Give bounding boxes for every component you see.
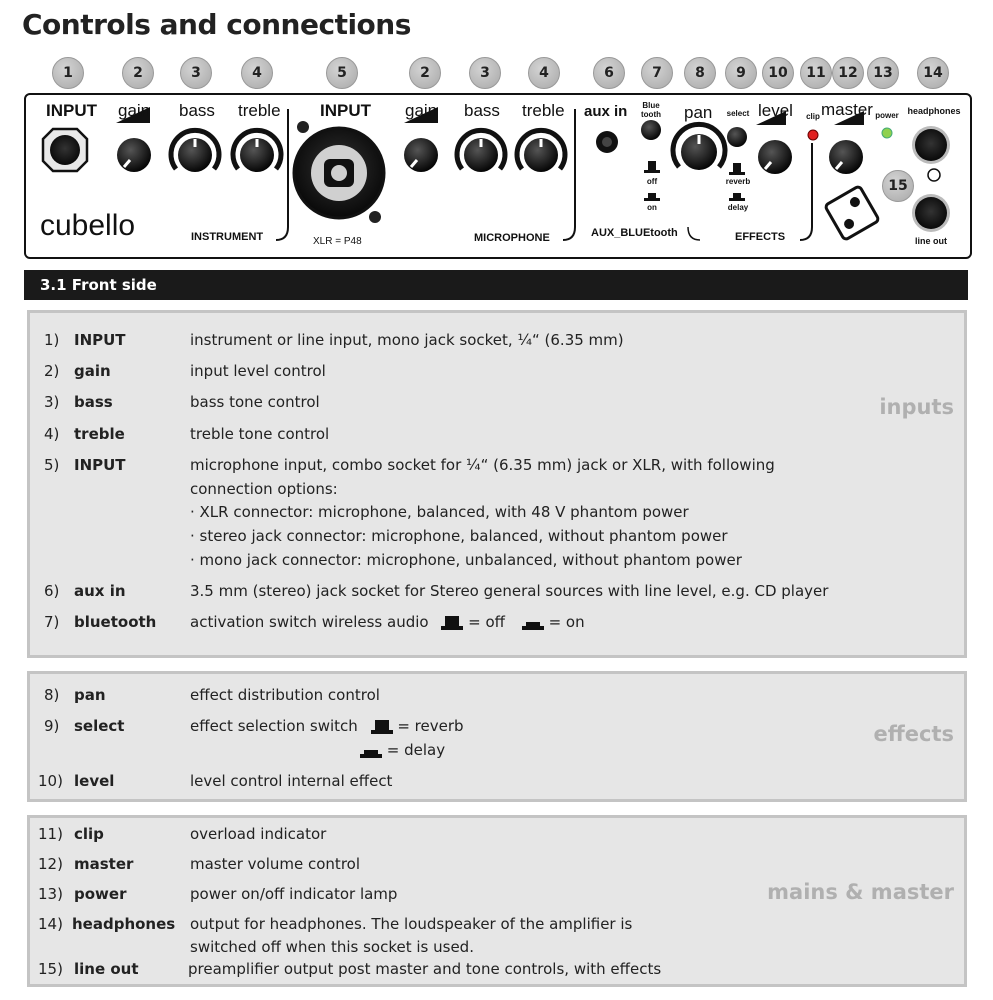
label-bass-mic: bass <box>464 101 500 120</box>
select-button <box>727 127 747 147</box>
bluetooth-button <box>641 120 661 140</box>
label-headphones: headphones <box>907 106 961 116</box>
group-aux-bluetooth: AUX_BLUEtooth <box>591 227 678 239</box>
inputs-box: 1) INPUT instrument or line input, mono jack socket, ¼“ (6.35 mm) 2) gain input level control 3) bass bass tone control 4) treble treble tone control 5) INPUT microphone input, combo socket for ¼“ (6.35 mm) jack or XLR, with following connection options: · XLR connector: microphone, balanced, with 48 V phantom power · stereo jack connector: microphone, balanced, without phantom power · mono jack connector: microphone, unbalanced, without phantom power 6) aux in 3.5 mm (stereo) jack socket for Stereo general sources with line level, e.g. CD player 7) bluetooth activation switch wireless audio = off = on inputs <box>27 310 967 658</box>
divider-effects <box>800 143 812 240</box>
switch-off-icon <box>441 616 463 630</box>
divider-microphone <box>563 109 575 240</box>
callout-8: 8 <box>684 57 716 89</box>
instrument-jack-socket <box>43 129 87 171</box>
callout-14: 14 <box>917 57 949 89</box>
callout-11: 11 <box>800 57 832 89</box>
pan-knob <box>673 124 725 170</box>
aux-in-socket <box>596 131 618 153</box>
label-input-mic: INPUT <box>320 101 371 120</box>
section-label-effects: effects <box>873 722 954 746</box>
switch-reverb-icon <box>371 720 393 734</box>
callout-2b: 2 <box>409 57 441 89</box>
treble-knob-mic <box>517 130 565 172</box>
callout-6: 6 <box>593 57 625 89</box>
callout-9: 9 <box>725 57 757 89</box>
page-title: Controls and connections <box>22 8 411 41</box>
headphones-socket <box>912 126 950 164</box>
label-bluetooth: Blue tooth <box>641 101 661 119</box>
label-clip: clip <box>806 112 820 121</box>
callout-12: 12 <box>832 57 864 89</box>
label-delay: delay <box>727 203 749 212</box>
callout-13: 13 <box>867 57 899 89</box>
callout-4b: 4 <box>528 57 560 89</box>
callout-10: 10 <box>762 57 794 89</box>
callout-3: 3 <box>180 57 212 89</box>
label-aux-in: aux in <box>584 103 628 120</box>
callout-4: 4 <box>241 57 273 89</box>
section-label-mains: mains & master <box>767 880 954 904</box>
divider-instrument <box>276 109 288 240</box>
label-level: level <box>758 101 793 120</box>
gain-knob-instrument <box>117 138 151 172</box>
mains-box: 11) clip overload indicator 12) master master volume control 13) power power on/off indicator lamp 14) headphones output for headphones. The loudspeaker of the amplifier is switched off when this socket is used. 15) line out preamplifier output post master and tone controls, with effects mains & master <box>27 815 967 987</box>
callout-7: 7 <box>641 57 673 89</box>
level-knob <box>758 140 792 174</box>
label-master: master <box>821 100 873 119</box>
label-reverb: reverb <box>725 177 751 186</box>
group-instrument: INSTRUMENT <box>191 231 264 243</box>
label-xlr-p48: XLR = P48 <box>313 236 362 247</box>
effects-box: 8) pan effect distribution control 9) select effect selection switch = reverb = delay 10) level level control internal effect effects <box>27 671 967 802</box>
callout-5: 5 <box>326 57 358 89</box>
dice-logo <box>825 186 880 241</box>
label-power: power <box>875 111 899 120</box>
master-knob <box>829 140 863 174</box>
label-select: select <box>726 109 750 118</box>
line-out-socket <box>912 194 950 232</box>
group-effects: EFFECTS <box>735 231 786 243</box>
front-panel <box>24 93 972 259</box>
callout-1: 1 <box>52 57 84 89</box>
label-treble-instrument: treble <box>238 101 281 120</box>
bass-knob-mic <box>457 130 505 172</box>
label-line-out: line out <box>915 236 947 246</box>
label-bass-instrument: bass <box>179 101 215 120</box>
label-gain-mic: gain <box>405 101 438 120</box>
switch-delay-icon <box>360 744 382 758</box>
section-label-inputs: inputs <box>879 395 954 419</box>
switch-on-icon <box>522 616 544 630</box>
clip-led <box>808 130 818 140</box>
combo-xlr-socket <box>294 121 384 223</box>
label-bt-off: off <box>646 177 658 186</box>
callout-2: 2 <box>122 57 154 89</box>
label-bt-on: on <box>647 203 657 212</box>
section-header-text: 3.1 Front side <box>40 276 157 294</box>
bass-knob-instrument <box>171 130 219 172</box>
power-led <box>882 128 892 138</box>
label-gain-instrument: gain <box>118 101 151 120</box>
callout-15: 15 <box>882 170 914 202</box>
treble-knob-instrument <box>233 130 281 172</box>
gain-knob-mic <box>404 138 438 172</box>
callout-3b: 3 <box>469 57 501 89</box>
brand-logo-text: cubello <box>40 209 136 242</box>
section-header <box>24 270 968 300</box>
label-pan: pan <box>684 103 713 122</box>
label-treble-mic: treble <box>522 101 565 120</box>
group-microphone: MICROPHONE <box>474 232 550 244</box>
label-input-instrument: INPUT <box>46 101 97 120</box>
